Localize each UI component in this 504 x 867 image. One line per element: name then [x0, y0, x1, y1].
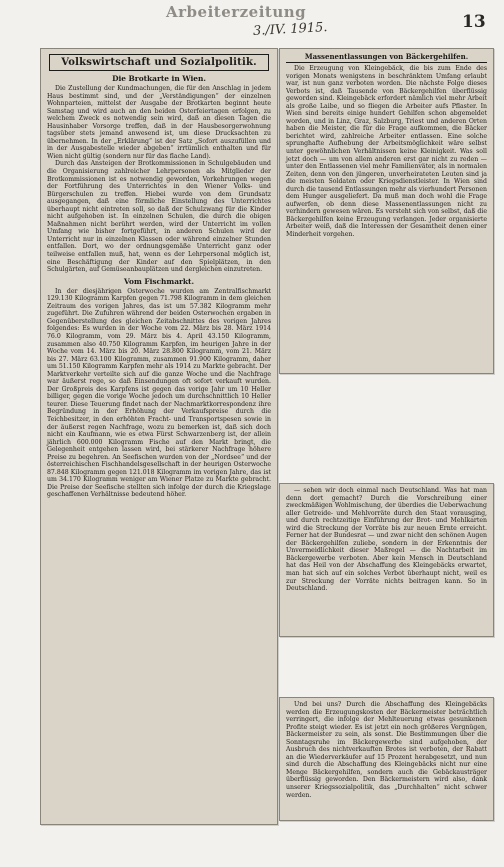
section-title-brotkarte: Die Brotkarte in Wien.	[112, 74, 206, 83]
paragraph: Und bei uns? Durch die Abschaffung des Kleingebäcks werden die Erzeugungskosten der Bäckermeister beträchtlich verringert, die infolge der Mehlteuerung etwas gesunkenen Profite steigt wieder. Es ist jetzt ein noch größeres Vergnügen, Bäckermeister zu sein, als sonst. Die Bestimmungen über die Sonntagsruhe im Bäckergewerbe sind aufgehoben, der Ausbruch des nichtverkauften Brotes ist verboten, der Rabatt an die Wiederverkäufer auf 15 Prozent herabgesetzt, und nun sind durch die Abschaffung des Kleingebäcks nicht nur eine Menge Bäckergehilfen, sondern auch die Gebäckausträger überflüssig geworden. Den Bäckermeistern wird also, dank unserer Kriegssozialpolitik, das „Durchhalten“ nicht schwer werden.	[286, 701, 487, 799]
paragraph: In der diesjährigen Osterwoche wurden am Zentralfischmarkt 129.130 Kilogramm Karpfen gegen 71.798 Kilogramm in dem gleichen Zeitraum des vorigen Jahres, das ist um 57.382 Kilogramm mehr zugeführt. Die Zufuhren während der beiden Osterwochen ergaben in Gegenüberstellung des gleichen Zeitabschnittes des vorigen Jahres folgendes: Es wurden in der Woche vom 22. März bis 28. März 1914 76.0 Kilogramm, vom 29. März bis 4. April 43.150 Kilogramm, zusammen also 40.750 Kilogramm Karpfen, im heurigen Jahre in der Woche vom 14. März bis 20. März 28.800 Kilogramm, vom 21. März bis 27. März 63.100 Kilogramm, zusammen 91.900 Kilogramm, daher um 51.150 Kilogramm Karpfen mehr als 1914 zu Markte gebracht. Der Marktverkehr verteilte sich auf die ganze Woche und die Nachfrage war äußerst rege, so daß Einsendungen oft sofort verkauft wurden. Der Großpreis des Karpfens ist gegen das vorige Jahr um 10 Heller billiger, gegen die vorige Woche jedoch um durchschnittlich 10 Heller teurer. Diese Teuerung findet nach der Nachmarktkorrespondenz ihre Begründung in der Erhöhung der Verkaufspreise durch die Teichbesitzer, in den erhöhten Fracht- und Transportspesen sowie in der äußerst regen Nachfrage, wozu zu bemerken ist, daß sich doch nicht ein Kaufmann, wie es etwa Fürst Schwarzenberg ist, der allein jährlich 600.000 Kilogramm Fische auf den Markt bringt, die Gelegenheit entgehen lassen wird, bei stärkerer Nachfrage höhere Preise zu begehren. An Seefischen wurden von der „Nordsee“ und der österreichischen Fischhandelsgesellschaft in der heurigen Osterwoche 87.848 Kilogramm gegen 121.018 Kilogramm im vorigen Jahre, das ist um 34.170 Kilogramm weniger am Wiener Platze zu Markte gebracht. Die Preise der Seefische stellten sich infolge der durch die Kriegslage geschaffenen Verhältnisse bedeutend höher.	[47, 287, 271, 499]
left-column-text	[41, 49, 277, 499]
right-top-text	[280, 49, 493, 239]
right-bottom-text	[280, 698, 493, 799]
right-middle-text	[280, 484, 493, 593]
headline-box	[49, 54, 269, 71]
right-bottom-clipping	[279, 697, 494, 821]
right-top-clipping	[279, 48, 494, 374]
handwritten-date: 3./IV. 1915.	[252, 20, 328, 39]
paragraph: — sehen wir doch einmal nach Deutschland. Was hat man denn dort gemacht? Durch die Vorschreibung einer zweckmäßigen Wohlmischung, der überdies die Ueberwachung aller Getreide- und Mehlvorräte durch den Staat vorausging, und durch rechtzeitige Einführung der Brot- und Mehlkarten wird die Streckung der Vorräte bis zur neuen Ernte erreicht. Ferner hat der Bundesrat — und zwar nicht den schönen Augen der Bäckergehilfen zuliebe, sondern in der Erkenntnis der Unvermeidlichkeit dieser Maßregel — die Nachtarbeit im Bäckergewerbe verboten. Aber kein Mensch in Deutschland hat das Heil von der Abschaffung des Kleingebäcks erwartet, man hat sich auf ein solches Verbot überhaupt nicht, weil es zur Streckung der Vorräte nichts beitragen kann. So in Deutschland.	[286, 487, 487, 593]
paragraph: Die Erzeugung von Kleingebäck, die bis zum Ende des vorigen Monats wenigstens in beschränktem Umfang erlaubt war, ist nun ganz verboten worden. Die nächste Folge dieses Verbots ist, daß Tausende von Bäckergehilfen überflüssig geworden sind. Kleingebäck erfordert nämlich viel mehr Arbeit als große Laibe, und so fliegen die Arbeiter aufs Pflaster. In Wien sind bereits einige hundert Gehilfen schon abgemeldet worden, und in Linz, Graz, Salzburg, Triest und anderen Orten haben die Meister, die für die Frage aufkommen, die Bäcker berichtet wird, zahlreiche Arbeiter entlassen. Eine solche sprunghafte Aufhebung der Arbeitsmöglichkeit wäre selbst unter gewöhnlichen Verhältnissen keine Kleinigkeit. Was soll jetzt doch — um von allem anderen erst gar nicht zu reden — unter den Entlassenen viel mehr Familienväter, als in normalen Zeiten, denn von den jüngeren, unverheirateten Leuten sind ja die meisten Soldaten oder Kriegsdienstleister. In Wien sind durch die tausend Entlassungen mehr als vierhundert Personen dem Hunger ausgeliefert. Da muß man doch wohl die Frage aufwerfen, ob denn diese Massenentlassungen nicht zu verhindern gewesen wären. Es versteht sich von selbst, daß die Bäckergehilfen keine Erzeugung verlangen. Jeder organisierte Arbeiter weiß, daß die Interessen der Gesamtheit denen einer Minderheit vorgehen.	[286, 65, 487, 239]
paragraph: Die Zustellung der Kundmachungen, die für den Anschlag in jedem Haus bestimmt sind, und der „Verständigungen“ der einzelnen Wohnparteien, mittelst der Ausgabe der Brotkarten beginnt heute Samstag und wird auch an den beiden Osterfeiertagen erfolgen, zu welchem Zweck es notwendig sein wird, daß an diesen Tagen die Hausinhaber Vorsorge treffen, daß in der Hausbesorgerwohnung tagsüber stets jemand anwesend ist, um diese Drucksachten zu übernehmen. In der „Erklärung“ ist der Satz „Sofort auszufüllen und in der Ausgabestelle wieder abgeben“ irrtümlich enthalten und für Wien nicht gültig (sondern nur für das flache Land).	[47, 85, 271, 160]
section-title-fischmarkt: Vom Fischmarkt.	[123, 276, 195, 286]
left-column-clipping	[40, 48, 278, 825]
newspaper-title: Arbeiterzeitung	[166, 3, 307, 21]
page-number: 13	[462, 12, 486, 32]
headline: Volkswirtschaft und Sozialpolitik.	[61, 57, 257, 68]
article-title: Massenentlassungen von Bäckergehilfen.	[286, 52, 487, 63]
right-middle-clipping	[279, 483, 494, 637]
paragraph: Durch das Ansteigen der Brotkommissionen in Schulgebäuden und die Organisierung zahlreicher Lehrpersonen als Mitglieder der Brotkommissionen ist es notwendig geworden, Vorkehrungen wegen der Fortführung des Unterrichtes in den Wiener Volks- und Bürgerschulen zu treffen. Hiebei wurde von dem Grundsatz ausgegangen, daß eine förmliche Einstellung des Unterrichtes überhaupt nicht eintreten soll, so daß der Schulzwang für die Kinder nicht aufgehoben ist. In einzelnen Schulen, die durch die obigen Maßnahmen nicht berührt werden, wird der Unterricht im vollen Umfang wie bisher fortgeführt, in anderen Schulen wird der Unterricht nur in einzelnen Klassen oder während einzelner Stunden entfallen. Dort, wo der ordnungsgemäße Unterricht ganz oder teilweise entfallen muß, hat, wenn es der Lehrpersonal möglich ist, eine Beschäftigung der Kinder auf den Spielplätzen, in den Schulgärten, auf Gemüseanbauplätzen und dergleichen einzutreten.	[47, 160, 271, 274]
